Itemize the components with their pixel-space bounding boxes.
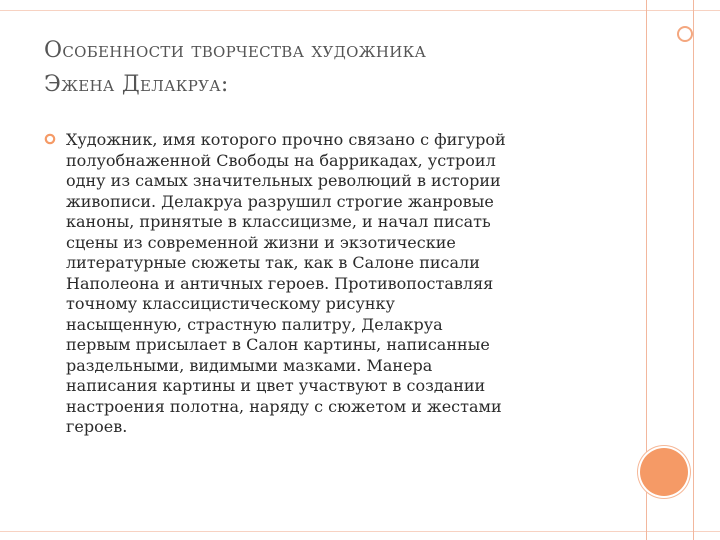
bullet-text-line: настроения полотна, наряду с сюжетом и жестами	[66, 396, 502, 416]
slide-title-line: Особенности творчества художника	[44, 38, 427, 63]
bullet-text-line: героев.	[66, 417, 128, 436]
bullet-text-line: Художник, имя которого прочно связано с фигурой	[66, 130, 506, 149]
bullet-text-line: раздельными, видимыми мазками. Манера	[66, 355, 433, 375]
frame-line-bottom	[0, 531, 720, 532]
ring-bullet-icon	[44, 133, 56, 145]
bullet-text-line: насыщенную, страстную палитру, Делакруа	[66, 314, 443, 334]
bullet-item	[44, 130, 614, 438]
bullet-text-line: живописи. Делакруа разрушил строгие жанровые	[66, 191, 494, 211]
orange-circle-icon	[640, 448, 688, 496]
bullet-text-line: сцены из современной жизни и экзотические	[66, 232, 456, 252]
slide-title-line: Эжена Делакруа:	[44, 72, 229, 97]
bullet-text-line: полуобнаженной Свободы на баррикадах, устроил	[66, 150, 496, 170]
bullet-text-line: каноны, принятые в классицизме, и начал писать	[66, 212, 491, 231]
bullet-text-line: одну из самых значительных революций в истории	[66, 171, 501, 190]
frame-line-top	[0, 10, 720, 11]
bullet-text	[66, 130, 506, 438]
frame-line-right	[693, 0, 694, 540]
small-ring-icon	[677, 26, 693, 42]
slide-content	[44, 130, 614, 438]
bullet-text-line: точному классицистическому рисунку	[66, 294, 395, 313]
slide-title	[44, 34, 624, 102]
bullet-text-line: литературные сюжеты так, как в Салоне писали	[66, 253, 480, 272]
bullet-text-line: первым присылает в Салон картины, написанные	[66, 335, 490, 354]
bullet-text-line: написания картины и цвет участвуют в создании	[66, 376, 486, 395]
bullet-text-line: Наполеона и античных героев. Противопоставляя	[66, 273, 494, 293]
